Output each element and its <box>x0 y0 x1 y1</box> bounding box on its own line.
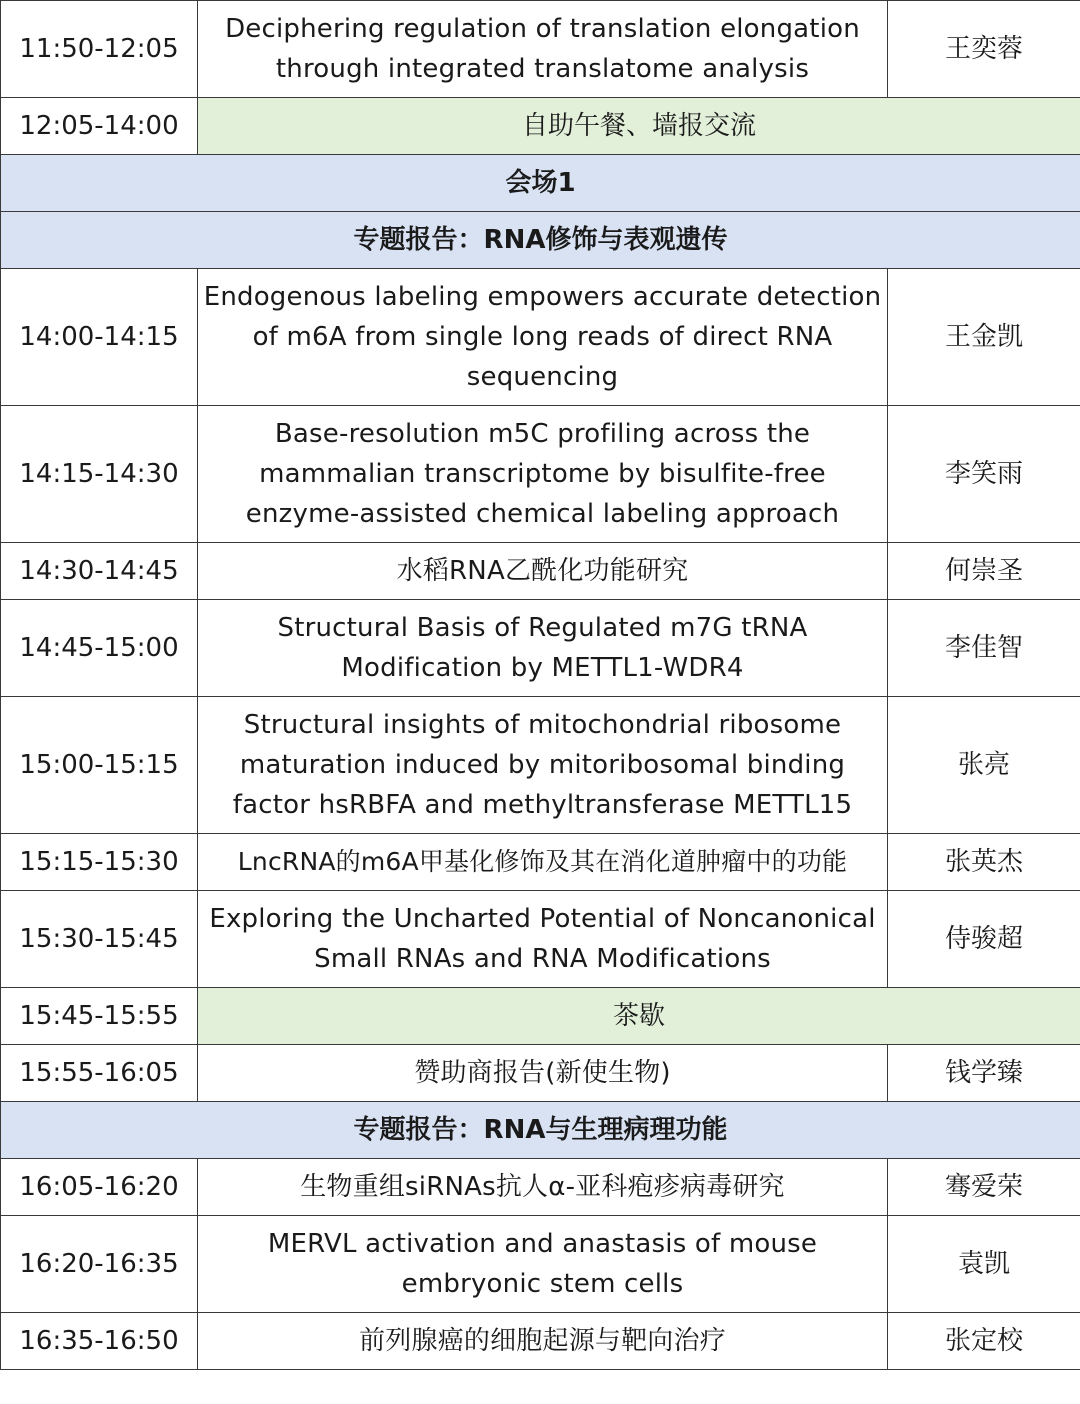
session-time: 15:45-15:55 <box>1 988 198 1045</box>
break-label: 茶歇 <box>198 988 1080 1045</box>
table-row <box>1 1045 1080 1102</box>
session-time: 14:30-14:45 <box>1 543 198 600</box>
table-row <box>1 1159 1080 1216</box>
table-row <box>1 155 1080 212</box>
session-title: Exploring the Uncharted Potential of Noncanonical Small RNAs and RNA Modifications <box>198 891 888 988</box>
table-row <box>1 543 1080 600</box>
session-time: 12:05-14:00 <box>1 98 198 155</box>
session-time: 15:15-15:30 <box>1 834 198 891</box>
session-time: 14:45-15:00 <box>1 600 198 697</box>
section-header: 会场1 <box>1 155 1080 212</box>
session-speaker: 张定校 <box>888 1313 1080 1370</box>
session-time: 14:15-14:30 <box>1 406 198 543</box>
table-row <box>1 600 1080 697</box>
table-row <box>1 1313 1080 1370</box>
table-row <box>1 1 1080 98</box>
table-row <box>1 406 1080 543</box>
session-speaker: 骞爱荣 <box>888 1159 1080 1216</box>
session-title: 生物重组siRNAs抗人α-亚科疱疹病毒研究 <box>198 1159 888 1216</box>
session-time: 15:30-15:45 <box>1 891 198 988</box>
table-row <box>1 834 1080 891</box>
session-title: 水稻RNA乙酰化功能研究 <box>198 543 888 600</box>
table-row <box>1 1102 1080 1159</box>
table-row <box>1 212 1080 269</box>
session-speaker: 王金凯 <box>888 269 1080 406</box>
section-header: 专题报告：RNA与生理病理功能 <box>1 1102 1080 1159</box>
session-speaker: 张亮 <box>888 697 1080 834</box>
session-time: 16:20-16:35 <box>1 1216 198 1313</box>
session-title: LncRNA的m6A甲基化修饰及其在消化道肿瘤中的功能 <box>198 834 888 891</box>
table-row <box>1 988 1080 1045</box>
session-time: 11:50-12:05 <box>1 1 198 98</box>
session-speaker: 王奕蓉 <box>888 1 1080 98</box>
session-time: 16:05-16:20 <box>1 1159 198 1216</box>
session-time: 14:00-14:15 <box>1 269 198 406</box>
session-title: Base-resolution m5C profiling across the mammalian transcriptome by bisulfite-free enzyme-assisted chemical labeling approach <box>198 406 888 543</box>
session-time: 15:55-16:05 <box>1 1045 198 1102</box>
session-title: Deciphering regulation of translation elongation through integrated translatome analysis <box>198 1 888 98</box>
session-speaker: 何崇圣 <box>888 543 1080 600</box>
session-speaker: 李笑雨 <box>888 406 1080 543</box>
section-header: 专题报告：RNA修饰与表观遗传 <box>1 212 1080 269</box>
session-title: Endogenous labeling empowers accurate detection of m6A from single long reads of direct RNA sequencing <box>198 269 888 406</box>
break-label: 自助午餐、墙报交流 <box>198 98 1080 155</box>
session-title: Structural Basis of Regulated m7G tRNA Modification by METTL1-WDR4 <box>198 600 888 697</box>
table-row <box>1 1216 1080 1313</box>
session-speaker: 袁凯 <box>888 1216 1080 1313</box>
session-title: Structural insights of mitochondrial ribosome maturation induced by mitoribosomal binding factor hsRBFA and methyltransferase METTL15 <box>198 697 888 834</box>
table-row <box>1 697 1080 834</box>
table-row <box>1 891 1080 988</box>
table-row <box>1 269 1080 406</box>
session-speaker: 钱学臻 <box>888 1045 1080 1102</box>
session-speaker: 李佳智 <box>888 600 1080 697</box>
session-title: 赞助商报告(新使生物) <box>198 1045 888 1102</box>
session-time: 15:00-15:15 <box>1 697 198 834</box>
session-speaker: 张英杰 <box>888 834 1080 891</box>
session-title: MERVL activation and anastasis of mouse embryonic stem cells <box>198 1216 888 1313</box>
session-title: 前列腺癌的细胞起源与靶向治疗 <box>198 1313 888 1370</box>
table-row <box>1 98 1080 155</box>
session-time: 16:35-16:50 <box>1 1313 198 1370</box>
session-speaker: 侍骏超 <box>888 891 1080 988</box>
